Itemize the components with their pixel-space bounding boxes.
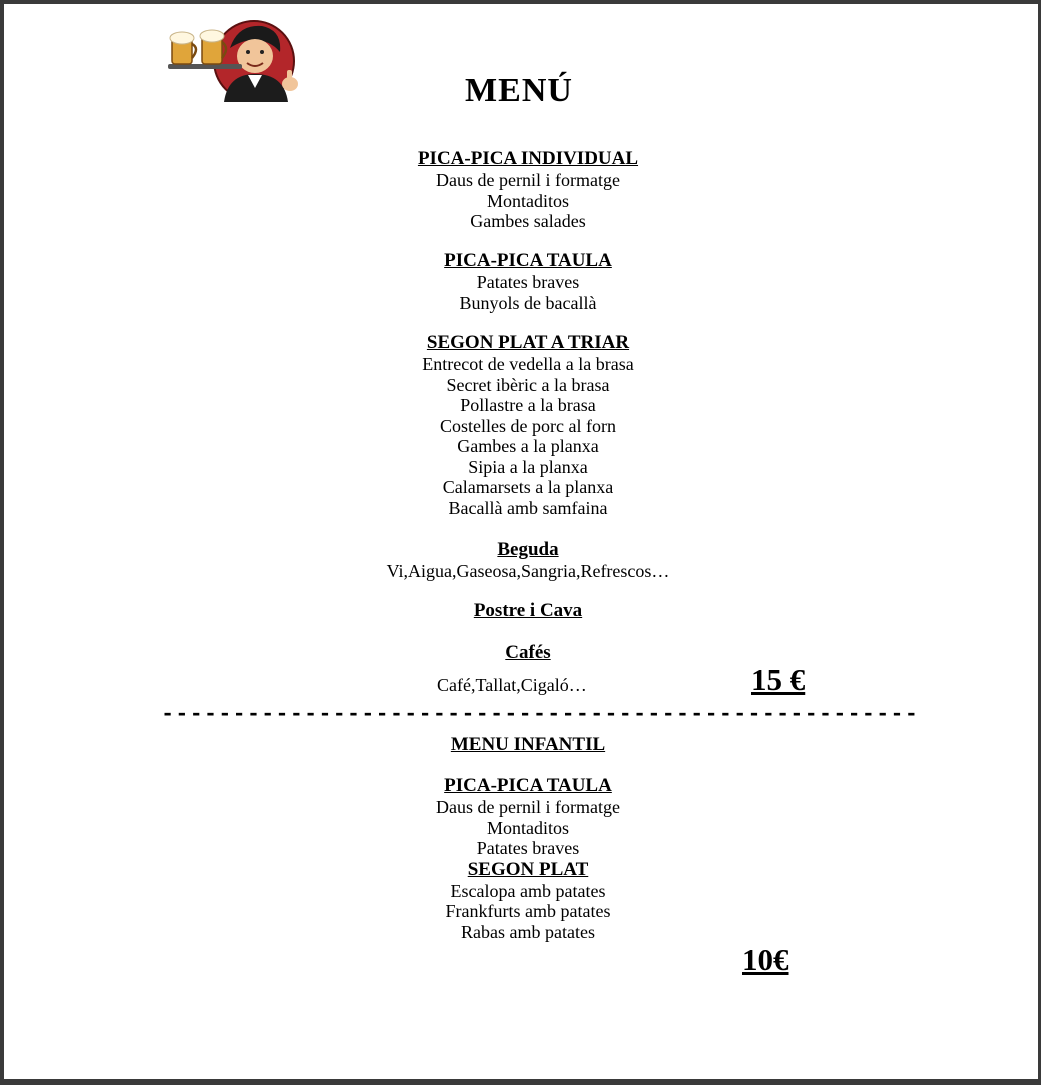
menu-item: Montaditos bbox=[486, 817, 569, 838]
menu-item: Rabas amb patates bbox=[461, 921, 595, 942]
menu-item: Secret ibèric a la brasa bbox=[446, 374, 610, 395]
coffee-text: Café,Tallat,Cigaló… bbox=[437, 675, 587, 695]
section-heading: PICA-PICA TAULA bbox=[444, 250, 612, 271]
section-heading: SEGON PLAT A TRIAR bbox=[426, 332, 630, 353]
drinks-text: Vi,Aigua,Gaseosa,Sangria,Refrescos… bbox=[386, 561, 670, 581]
menu-title: MENÚ bbox=[465, 72, 573, 109]
menu-item: Sipia a la planxa bbox=[468, 456, 588, 477]
kids-menu-price: 10€ bbox=[742, 942, 789, 977]
separator-line: ----------------------------------------------------- bbox=[161, 702, 920, 727]
section-infantil-pica-taula bbox=[278, 775, 778, 942]
menu-item: Pollastre a la brasa bbox=[460, 395, 596, 415]
section-heading: Postre i Cava bbox=[473, 600, 583, 621]
section-pica-individual bbox=[278, 148, 778, 232]
section-pica-taula bbox=[278, 250, 778, 313]
menu-item: Bacallà amb samfaina bbox=[448, 497, 608, 518]
section-menu-infantil bbox=[278, 734, 778, 756]
menu-item: Frankfurts amb patates bbox=[445, 901, 611, 921]
menu-item: Gambes a la planxa bbox=[457, 436, 599, 456]
menu-item: Daus de pernil i formatge bbox=[436, 797, 620, 817]
menu-item: Patates braves bbox=[476, 838, 580, 858]
section-heading: Beguda bbox=[497, 539, 559, 560]
section-heading: MENU INFANTIL bbox=[450, 734, 606, 755]
waiter-with-beers-logo bbox=[158, 18, 314, 104]
menu-item: Calamarsets a la planxa bbox=[442, 477, 614, 497]
section-heading: PICA-PICA TAULA bbox=[444, 775, 612, 796]
menu-price: 15 € bbox=[751, 662, 806, 697]
section-heading: Cafés bbox=[505, 642, 551, 663]
section-cafes bbox=[278, 642, 778, 664]
section-heading: PICA-PICA INDIVIDUAL bbox=[417, 148, 639, 169]
section-heading: SEGON PLAT bbox=[467, 858, 589, 880]
menu-item: Daus de pernil i formatge bbox=[436, 170, 620, 190]
section-postre bbox=[278, 600, 778, 622]
menu-item: Patates braves bbox=[476, 272, 580, 292]
menu-item: Entrecot de vedella a la brasa bbox=[422, 354, 634, 374]
menu-item: Bunyols de bacallà bbox=[459, 292, 597, 313]
menu-item: Escalopa amb patates bbox=[450, 880, 606, 901]
menu-item: Costelles de porc al forn bbox=[440, 415, 616, 436]
section-segon-plat bbox=[278, 332, 778, 518]
menu-item: Montaditos bbox=[486, 190, 569, 211]
menu-item: Gambes salades bbox=[470, 211, 586, 231]
section-beguda bbox=[278, 539, 778, 582]
